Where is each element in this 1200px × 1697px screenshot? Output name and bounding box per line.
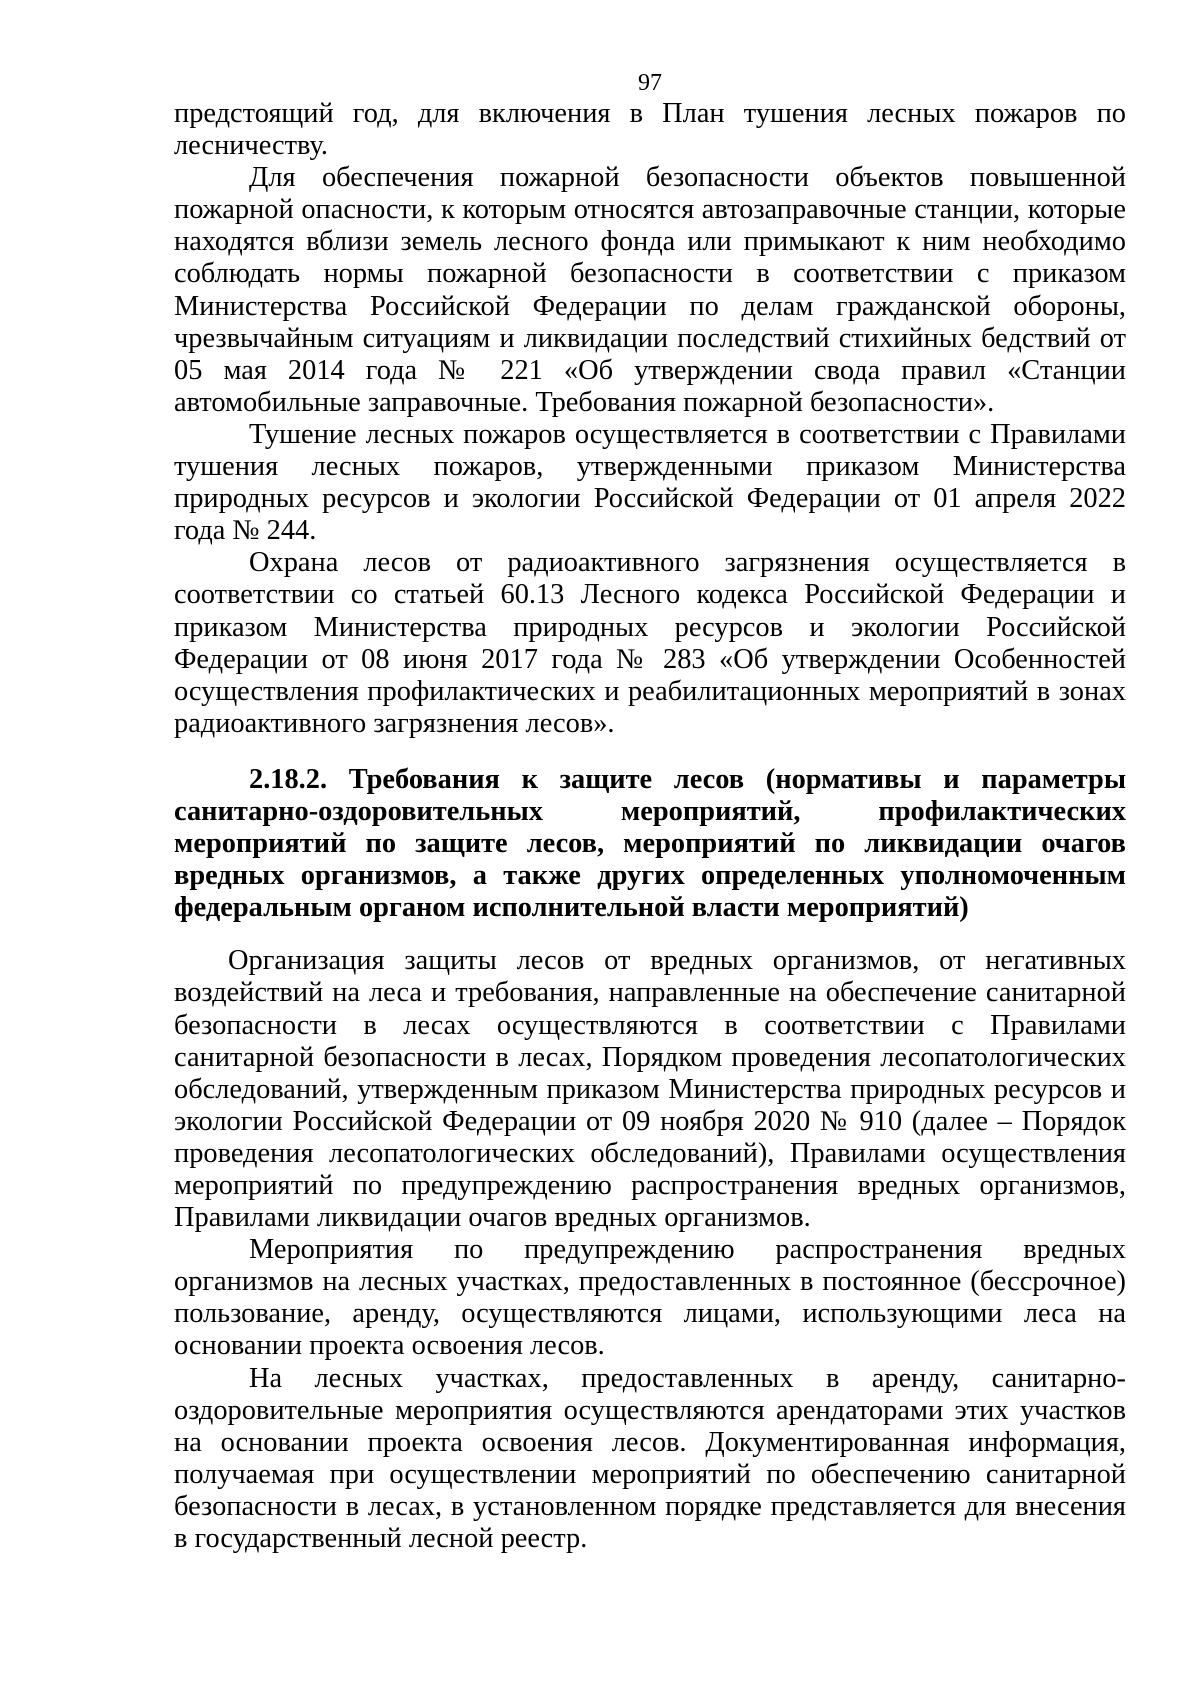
paragraph-fire-extinguishing-rules: Тушение лесных пожаров осуществляется в соответствии с Правилами тушения лесных пожаров, утвержденными приказом Министерства природных ресурсов и экологии Российской Федерации от 01 апреля 2022 года № 244. — [174, 418, 1126, 547]
paragraph-radioactive-contamination: Охрана лесов от радиоактивного загрязнения осуществляется в соответствии со статьей 60.13 Лесного кодекса Российской Федерации и приказом Министерства природных ресурсов и экологии Российской Федерации от 08 июня 2017 года № 283 «Об утверждении Особенностей осуществления профилактических и реабилитационных мероприятий в зонах радиоактивного загрязнения лесов». — [174, 547, 1126, 739]
paragraph-leased-plots-sanitary: На лесных участках, предоставленных в аренду, санитарно-оздоровительные мероприятия осуществляются арендаторами этих участков на основании проекта освоения лесов. Документированная информация, получаемая при осуществлении мероприятий по обеспечению санитарной безопасности в лесах, в установленном порядке представляется для внесения в государственный лесной реестр. — [174, 1362, 1126, 1555]
page-number: 97 — [638, 70, 662, 96]
paragraph-fire-safety-gas-stations: Для обеспечения пожарной безопасности объектов повышенной пожарной опасности, к которым относятся автозаправочные станции, которые находятся вблизи земель лесного фонда или примыкают к ним необходимо соблюдать нормы пожарной безопасности в соответствии с приказом Министерства Российской Федерации по делам гражданской обороны, чрезвычайным ситуациям и ликвидации последствий стихийных бедствий от 05 мая 2014 года № 221 «Об утверждении свода правил «Станции автомобильные заправочные. Требования пожарной безопасности». — [174, 162, 1126, 418]
paragraph-prevention-measures: Мероприятия по предупреждению распространения вредных организмов на лесных участках, предоставленных в постоянное (бессрочное) пользование, аренду, осуществляются лицами, использующими леса на основании проекта освоения лесов. — [174, 1234, 1126, 1362]
paragraph-continuation: предстоящий год, для включения в План тушения лесных пожаров по лесничеству. — [174, 98, 1126, 162]
paragraph-forest-protection-organization: Организация защиты лесов от вредных организмов, от негативных воздействий на леса и требования, направленные на обеспечение санитарной безопасности в лесах осуществляются в соответствии с Правилами санитарной безопасности в лесах, Порядком проведения лесопатологических обследований, утвержденным приказом Министерства природных ресурсов и экологии Российской Федерации от 09 ноября 2020 № 910 (далее – Порядок проведения лесопатологических обследований), Правилами осуществления мероприятий по предупреждению распространения вредных организмов, Правилами ликвидации очагов вредных организмов. — [174, 945, 1126, 1234]
section-heading-2-18-2: 2.18.2. Требования к защите лесов (нормативы и параметры санитарно-оздоровительных мероприятий, профилактических мероприятий по защите лесов, мероприятий по ликвидации очагов вредных организмов, а также других определенных уполномоченным федеральным органом исполнительной власти мероприятий) — [174, 763, 1126, 924]
document-page — [174, 68, 1126, 1555]
